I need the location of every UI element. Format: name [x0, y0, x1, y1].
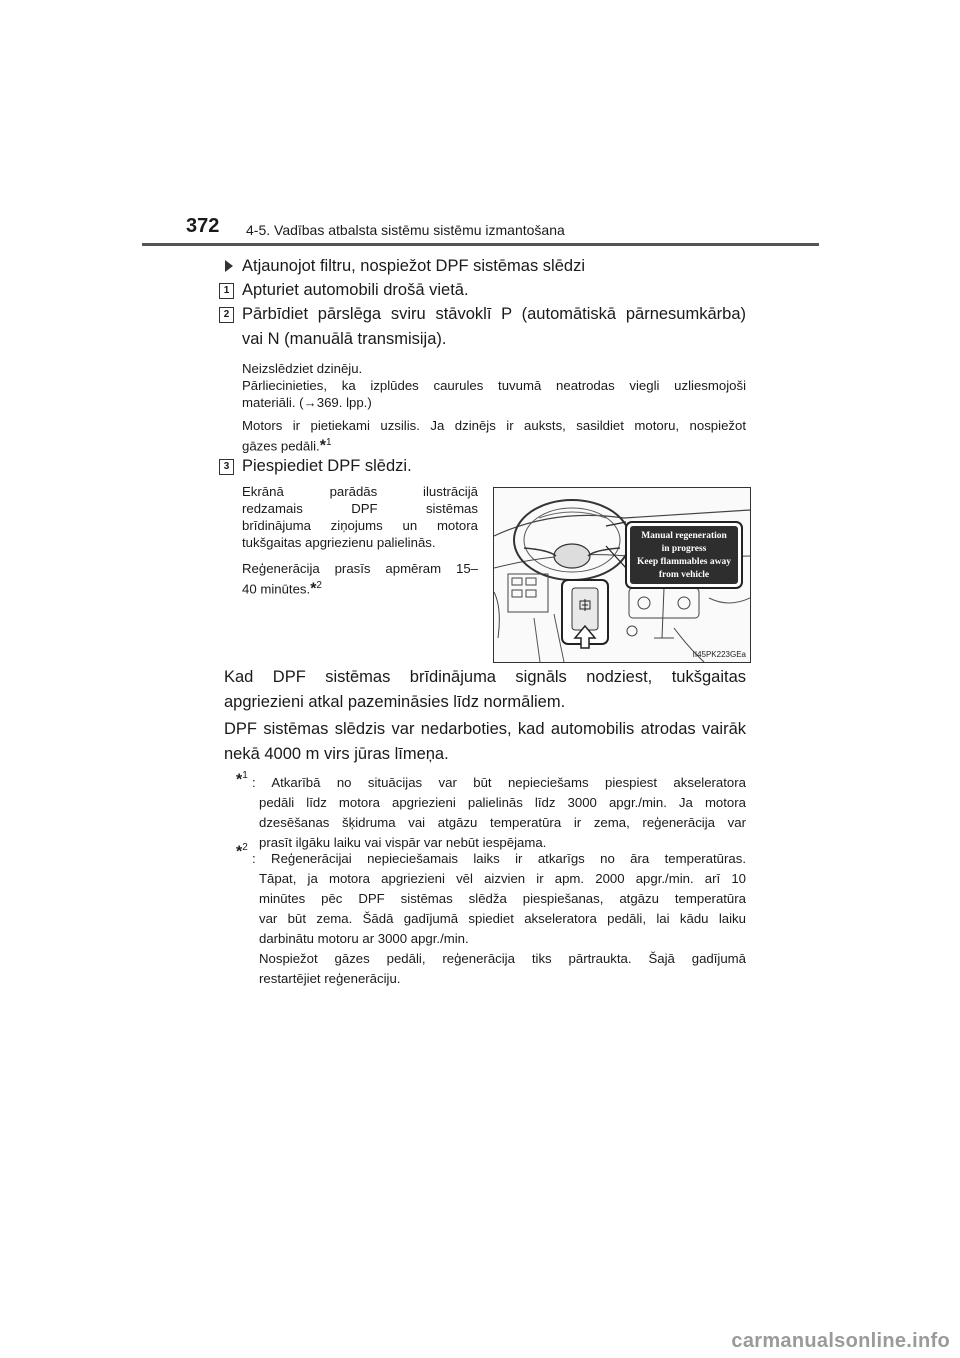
- display-line: from vehicle: [658, 570, 710, 580]
- footnote-ref-number: 1: [325, 437, 332, 448]
- footnote-ref: *: [319, 437, 326, 455]
- footnote-line: Tāpat, ja motora apgriezieni vēl aizvien ir apm. 2000 apgr./min. arī 10: [259, 871, 746, 886]
- note-line: brīdinājuma ziņojums un motora: [242, 518, 478, 533]
- footnote-line: var būt zema. Šādā gadījumā spiediet akseleratora pedāli, lai kādu laiku: [259, 911, 746, 926]
- dashboard-illustration: [493, 487, 751, 663]
- step-text: Apturiet automobili drošā vietā.: [242, 281, 469, 299]
- display-line: Manual regeneration: [641, 531, 727, 541]
- footnote-line: pedāli līdz motora apgriezieni palielinās līdz 3000 apgr./min. Ja motora: [259, 795, 746, 810]
- footnote-marker: [236, 770, 248, 789]
- note-line: [242, 577, 322, 597]
- note-text: gāzes pedāli.: [242, 438, 320, 454]
- note-line: tukšgaitas apgriezienu palielinās.: [242, 535, 436, 550]
- note-line: [242, 434, 332, 454]
- footnote-number: 1: [242, 770, 248, 781]
- display-line: in progress: [661, 544, 707, 554]
- note-line: Reģenerācija prasīs apmēram 15–: [242, 561, 478, 576]
- footnote-line: prasīt ilgāku laiku vai vispār var nebūt iespējama.: [259, 835, 547, 850]
- step-number-box: 1: [219, 283, 234, 299]
- footnote-star: *: [236, 843, 243, 861]
- footnote-ref-number: 2: [316, 580, 322, 591]
- note-line: Neizslēdziet dzinēju.: [242, 361, 363, 376]
- note-text: 40 minūtes.: [242, 581, 311, 597]
- step-text: Pārbīdiet pārslēga sviru stāvoklī P (automātiskā pārnesumkārba): [242, 305, 746, 323]
- step-text: Piespiediet DPF slēdzi.: [242, 457, 412, 475]
- footnote-line: Nospiežot gāzes pedāli, reģenerācija tiks pārtraukta. Šajā gadījumā: [259, 951, 746, 966]
- procedure-heading: Atjaunojot filtru, nospiežot DPF sistēmas slēdzi: [242, 257, 585, 275]
- note-line: Pārliecinieties, ka izplūdes caurules tuvumā neatrodas viegli uzliesmojoši: [242, 378, 746, 393]
- footnote-line: darbinātu motoru ar 3000 apgr./min.: [259, 931, 469, 946]
- note-line: redzamais DPF sistēmas: [242, 501, 478, 516]
- footnote-line: dzesēšanas šķidruma vai atgāzu temperatūra ir zema, reģenerācija var: [259, 815, 746, 830]
- footnote-marker: [236, 842, 248, 861]
- paragraph-line: apgriezieni atkal pazemināsies līdz normāliem.: [224, 693, 566, 711]
- step-number-box: 2: [219, 307, 234, 323]
- footnote-line: : Atkarībā no situācijas var būt nepieciešams piespiest akseleratora: [252, 775, 746, 790]
- note-line: Motors ir pietiekami uzsilis. Ja dzinējs ir auksts, sasildiet motoru, nospiežot: [242, 418, 746, 433]
- footnote-star: *: [236, 771, 243, 789]
- section-title: 4-5. Vadības atbalsta sistēmu sistēmu izmantošana: [246, 222, 565, 238]
- bullet-arrow-icon: [225, 260, 233, 272]
- footnote-number: 2: [242, 842, 248, 853]
- footnote-line: minūtes pēc DPF sistēmas slēdža piespiešanas, atgāzu temperatūra: [259, 891, 746, 906]
- illustration-code: II45PK223GEa: [692, 650, 746, 659]
- footnote-line: : Reģenerācijai nepieciešamais laiks ir atkarīgs no āra temperatūras.: [252, 851, 746, 866]
- step-number-box: 3: [219, 459, 234, 475]
- footnote-ref: *: [310, 580, 317, 598]
- note-line: materiāli. (→369. lpp.): [242, 395, 372, 410]
- page-number: 372: [186, 215, 220, 237]
- note-line: Ekrānā parādās ilustrācijā: [242, 484, 478, 499]
- step-text-continued: vai N (manuālā transmisija).: [242, 330, 447, 348]
- paragraph-line: nekā 4000 m virs jūras līmeņa.: [224, 745, 449, 763]
- warning-message-display: [630, 530, 738, 582]
- display-line: Keep flammables away: [637, 557, 731, 567]
- footnote-line: restartējiet reģenerāciju.: [259, 971, 401, 986]
- paragraph-line: Kad DPF sistēmas brīdinājuma signāls nodziest, tukšgaitas: [224, 668, 746, 686]
- header-divider: [142, 243, 819, 246]
- paragraph-line: DPF sistēmas slēdzis var nedarboties, kad automobilis atrodas vairāk: [224, 720, 746, 738]
- watermark: carmanualsonline.info: [731, 1330, 950, 1352]
